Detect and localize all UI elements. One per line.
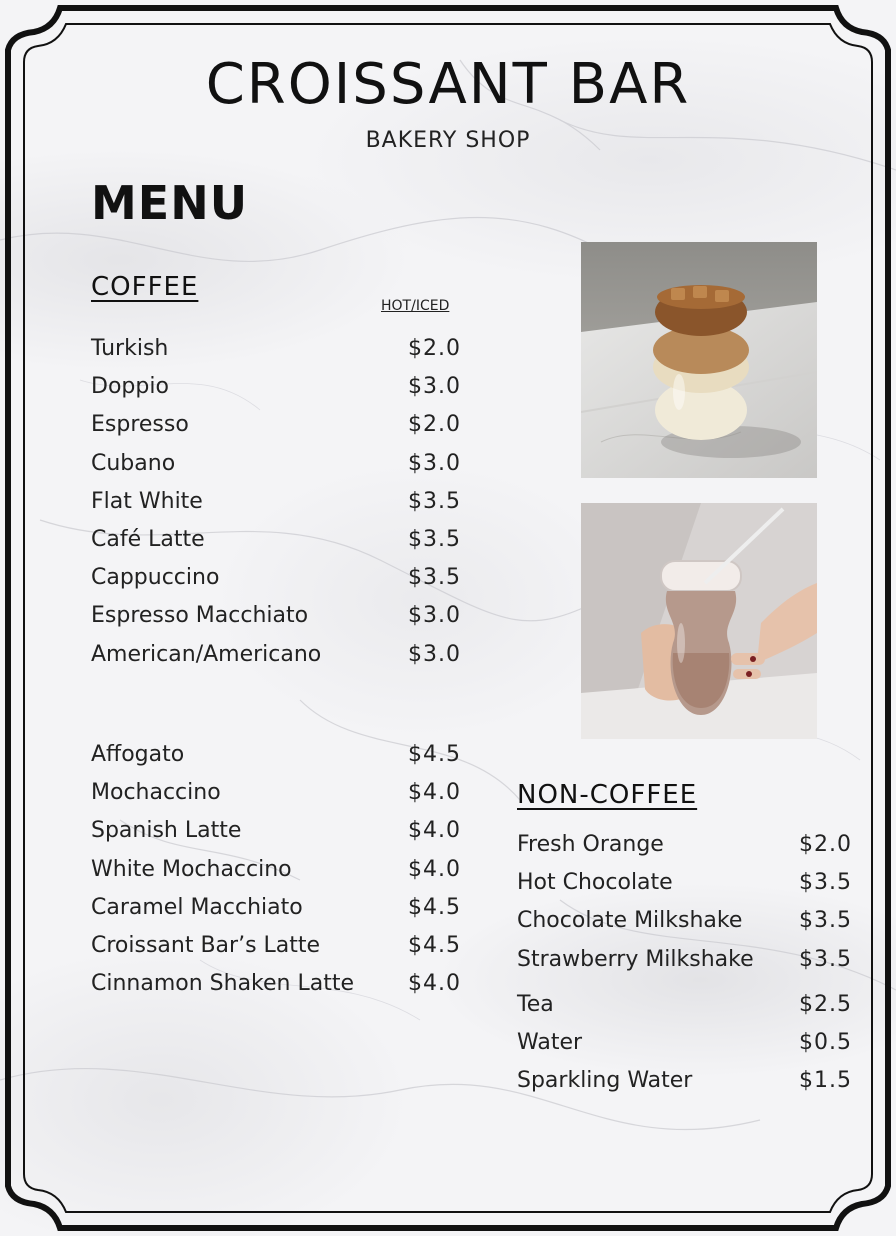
- non-coffee-heading: NON-COFFEE: [517, 780, 698, 810]
- item-name: Sparkling Water: [517, 1068, 693, 1094]
- item-price: $4.5: [408, 742, 461, 767]
- item-name: Caramel Macchiato: [91, 894, 303, 920]
- item-price: $4.0: [408, 971, 461, 997]
- item-price: $3.5: [408, 565, 461, 591]
- item-name: Spanish Latte: [91, 818, 242, 844]
- item-price: $2.0: [799, 832, 852, 857]
- list-item: [91, 780, 461, 818]
- list-item: [517, 947, 852, 985]
- item-name: Tea: [517, 992, 554, 1017]
- item-price: $4.5: [408, 932, 461, 958]
- item-name: Mochaccino: [91, 780, 221, 806]
- item-name: Turkish: [91, 336, 169, 361]
- list-item: [91, 818, 461, 856]
- item-name: Hot Chocolate: [517, 870, 673, 896]
- item-name: American/Americano: [91, 641, 322, 667]
- item-name: Espresso Macchiato: [91, 603, 309, 629]
- item-name: Chocolate Milkshake: [517, 908, 743, 934]
- item-name: Fresh Orange: [517, 832, 664, 857]
- item-name: Water: [517, 1030, 583, 1056]
- item-name: Affogato: [91, 742, 185, 767]
- non-coffee-list-2: [517, 992, 852, 1107]
- item-price: $4.0: [408, 856, 461, 882]
- list-item: [91, 933, 461, 971]
- item-price: $3.0: [408, 603, 461, 629]
- item-price: $3.0: [408, 374, 461, 400]
- chocolate-milk-glass-with-straw-icon: [581, 503, 817, 739]
- list-item: [91, 742, 461, 780]
- coffee-list-1: [91, 336, 461, 680]
- list-item: [517, 1068, 852, 1106]
- list-item: [91, 336, 461, 374]
- item-name: Cinnamon Shaken Latte: [91, 971, 355, 997]
- list-item: [517, 832, 852, 870]
- coffee-list-2: [91, 742, 461, 1009]
- hot-iced-label: HOT/ICED: [381, 298, 450, 314]
- list-item: [91, 412, 461, 450]
- non-coffee-list-1: [517, 832, 852, 985]
- list-item: [91, 565, 461, 603]
- item-price: $4.0: [408, 818, 461, 844]
- shop-title: CROISSANT BAR: [205, 52, 691, 117]
- item-price: $4.0: [408, 780, 461, 806]
- iced-layered-coffee-glass-icon: [581, 242, 817, 478]
- list-item: [91, 527, 461, 565]
- list-item: [91, 603, 461, 641]
- item-price: $3.5: [799, 946, 852, 972]
- item-price: $3.0: [408, 450, 461, 476]
- item-name: Cubano: [91, 450, 176, 476]
- menu-heading: MENU: [91, 176, 249, 230]
- item-name: Espresso: [91, 412, 189, 438]
- list-item: [91, 374, 461, 412]
- item-price: $4.5: [408, 894, 461, 920]
- list-item: [517, 908, 852, 946]
- item-name: Strawberry Milkshake: [517, 946, 754, 972]
- item-price: $3.5: [799, 908, 852, 934]
- shop-subtitle: BAKERY SHOP: [365, 128, 531, 153]
- item-name: Croissant Bar’s Latte: [91, 932, 321, 958]
- list-item: [517, 992, 852, 1030]
- item-name: Doppio: [91, 374, 169, 400]
- item-price: $2.5: [799, 992, 852, 1017]
- item-price: $0.5: [799, 1030, 852, 1056]
- list-item: [91, 895, 461, 933]
- item-price: $3.0: [408, 641, 461, 667]
- list-item: [517, 870, 852, 908]
- list-item: [91, 451, 461, 489]
- item-price: $3.5: [408, 526, 461, 552]
- chocolate-drink-photo: [581, 503, 817, 739]
- item-name: Flat White: [91, 488, 203, 514]
- list-item: [91, 971, 461, 1009]
- item-price: $1.5: [799, 1068, 852, 1094]
- iced-coffee-photo: [581, 242, 817, 478]
- item-price: $3.5: [408, 488, 461, 514]
- list-item: [91, 857, 461, 895]
- list-item: [91, 642, 461, 680]
- item-price: $3.5: [799, 870, 852, 896]
- list-item: [91, 489, 461, 527]
- item-name: Cappuccino: [91, 565, 220, 591]
- list-item: [517, 1030, 852, 1068]
- item-name: White Mochaccino: [91, 856, 292, 882]
- item-price: $2.0: [408, 412, 461, 438]
- item-price: $2.0: [408, 336, 461, 361]
- item-name: Café Latte: [91, 526, 205, 552]
- coffee-heading: COFFEE: [91, 272, 199, 302]
